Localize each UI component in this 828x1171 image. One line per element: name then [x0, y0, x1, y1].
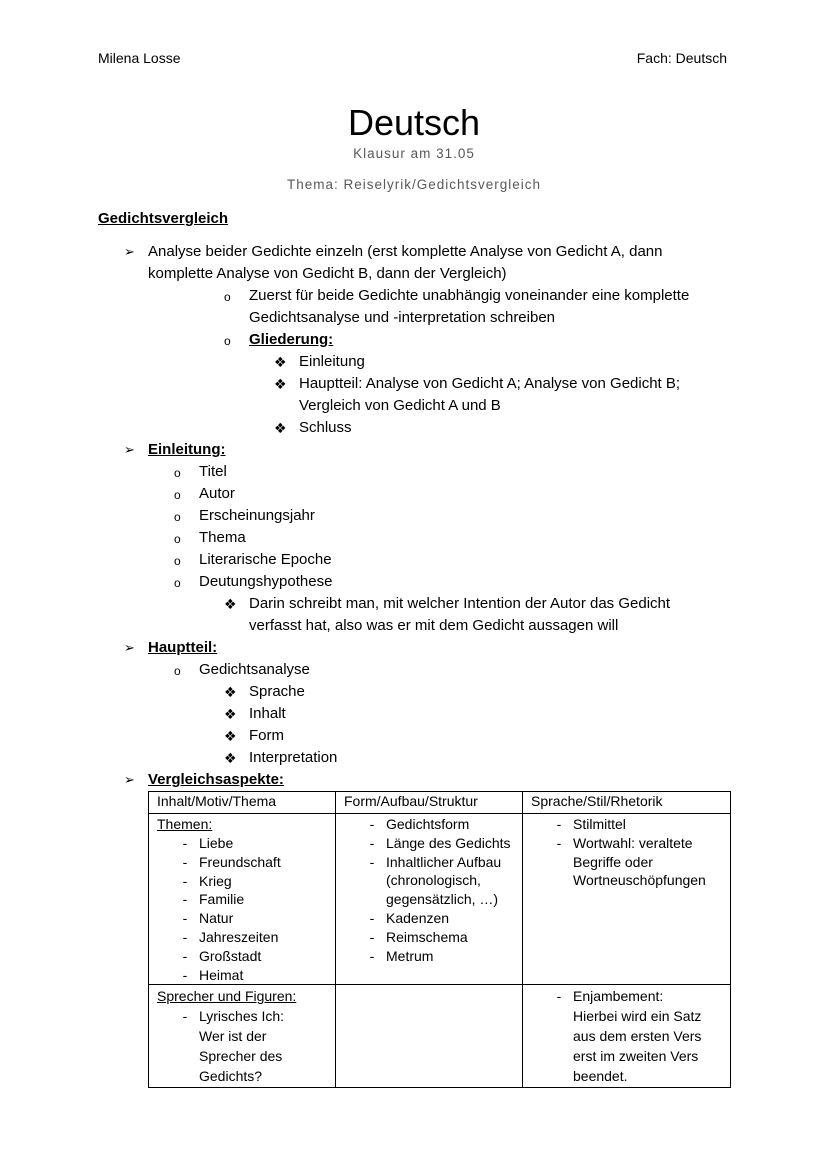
hauptteil-item: Gedichtsanalyse — [199, 661, 310, 678]
topic-line: Thema: Reiselyrik/Gedichtsvergleich — [286, 177, 542, 192]
list-item: - Kadenzen — [369, 909, 450, 926]
hauptteil-subitem: Inhalt — [249, 705, 286, 722]
themen-label: Themen: — [157, 816, 213, 832]
circle-bullet-icon: o — [224, 290, 231, 304]
table-cell — [523, 985, 731, 1088]
einleitung-note-line2: verfasst hat, also was er mit dem Gedicht aussagen will — [249, 617, 619, 634]
list-item-cont: erst im zweiten Vers — [573, 1048, 699, 1065]
gliederung-item: Hauptteil: Analyse von Gedicht A; Analyse von Gedicht B; — [299, 375, 681, 392]
table-cell — [523, 814, 731, 985]
diamond-bullet-icon: ❖ — [224, 596, 237, 612]
list-item-cont: Gedichts? — [199, 1068, 263, 1085]
einleitung-item: Erscheinungsjahr — [199, 507, 315, 524]
arrow-bullet-icon: ➢ — [124, 640, 135, 655]
header-subject: Fach: Deutsch — [636, 50, 727, 66]
list-item-cont: Wortneuschöpfungen — [573, 872, 706, 889]
table-cell-empty — [336, 985, 523, 1088]
list-item: - Natur — [182, 910, 234, 927]
header-author: Milena Losse — [98, 50, 181, 66]
table-row — [149, 814, 731, 985]
vergleich-heading: Vergleichsaspekte: — [148, 771, 284, 788]
diamond-bullet-icon: ❖ — [224, 750, 237, 766]
circle-bullet-icon: o — [174, 664, 181, 678]
hauptteil-heading: Hauptteil: — [148, 639, 218, 656]
diamond-bullet-icon: ❖ — [224, 684, 237, 700]
arrow-bullet-icon: ➢ — [124, 442, 135, 457]
gliederung-item-cont: Vergleich von Gedicht A und B — [299, 397, 501, 414]
list-item: - Inhaltlicher Aufbau — [369, 853, 502, 870]
diamond-bullet-icon: ❖ — [224, 728, 237, 744]
list-item-cont: gegensätzlich, …) — [386, 891, 499, 908]
list-item: - Liebe — [182, 835, 234, 851]
arrow-bullet-icon: ➢ — [124, 772, 135, 787]
comparison-table — [148, 791, 731, 1088]
list-item: - Wortwahl: veraltete — [556, 834, 693, 851]
list-item: - Gedichtsform — [369, 816, 470, 832]
diamond-bullet-icon: ❖ — [274, 420, 287, 436]
circle-bullet-icon: o — [174, 576, 181, 590]
diamond-bullet-icon: ❖ — [224, 706, 237, 722]
list-item: - Freundschaft — [182, 853, 281, 870]
table-header-cell: Form/Aufbau/Struktur — [336, 792, 523, 814]
list-item: - Metrum — [369, 947, 434, 964]
list-item: - Reimschema — [369, 928, 468, 945]
list-item: - Lyrisches Ich: — [182, 1008, 285, 1025]
outline-p1-sub1-line1: Zuerst für beide Gedichte unabhängig voneinander eine komplette — [249, 287, 690, 304]
gliederung-heading: Gliederung: — [249, 331, 334, 348]
hauptteil-subitem: Interpretation — [249, 749, 338, 766]
circle-bullet-icon: o — [174, 510, 181, 524]
outline-p1-line2: komplette Analyse von Gedicht B, dann der Vergleich) — [148, 265, 507, 282]
list-item: - Krieg — [182, 872, 232, 889]
list-item-cont: Wer ist der — [199, 1028, 267, 1045]
einleitung-heading: Einleitung: — [148, 441, 226, 458]
circle-bullet-icon: o — [174, 554, 181, 568]
table-cell — [149, 814, 336, 985]
list-item-cont: (chronologisch, — [386, 872, 481, 889]
table-row — [149, 985, 731, 1088]
table-header-cell: Inhalt/Motiv/Thema — [149, 792, 336, 814]
diamond-bullet-icon: ❖ — [274, 376, 287, 392]
circle-bullet-icon: o — [174, 466, 181, 480]
page-subtitle: Klausur am 31.05 — [353, 146, 475, 161]
list-item: - Enjambement: — [556, 988, 664, 1005]
list-item-cont: Hierbei wird ein Satz — [573, 1008, 702, 1025]
section-heading: Gedichtsvergleich — [98, 210, 229, 227]
list-item: - Familie — [182, 891, 245, 908]
hauptteil-subitem: Form — [249, 727, 284, 744]
table-cell — [336, 814, 523, 985]
hauptteil-subitem: Sprache — [249, 683, 305, 700]
gliederung-item: Einleitung — [299, 353, 365, 370]
table-header-row — [149, 792, 731, 814]
einleitung-item: Thema — [199, 529, 246, 546]
einleitung-item: Autor — [199, 485, 235, 502]
list-item-cont: Begriffe oder — [573, 853, 653, 870]
list-item-cont: Sprecher des — [199, 1048, 283, 1065]
sprecher-label: Sprecher und Figuren: — [157, 988, 297, 1005]
list-item: - Länge des Gedichts — [369, 834, 511, 851]
list-item: - Großstadt — [182, 947, 262, 964]
page-title: Deutsch — [347, 102, 481, 143]
circle-bullet-icon: o — [174, 532, 181, 546]
list-item: - Stilmittel — [556, 816, 626, 832]
table-header-cell: Sprache/Stil/Rhetorik — [523, 792, 731, 814]
outline-p1-sub1-line2: Gedichtsanalyse und -interpretation schreiben — [249, 309, 556, 326]
list-item-cont: beendet. — [573, 1068, 628, 1085]
diamond-bullet-icon: ❖ — [274, 354, 287, 370]
einleitung-item: Literarische Epoche — [199, 551, 332, 568]
outline-p1-line1: Analyse beider Gedichte einzeln (erst komplette Analyse von Gedicht A, dann — [148, 243, 663, 260]
einleitung-note-line1: Darin schreibt man, mit welcher Intention der Autor das Gedicht — [249, 595, 671, 612]
circle-bullet-icon: o — [224, 334, 231, 348]
list-item: - Jahreszeiten — [182, 928, 279, 945]
einleitung-item: Titel — [199, 463, 227, 480]
einleitung-item: Deutungshypothese — [199, 573, 333, 590]
gliederung-item: Schluss — [299, 419, 352, 436]
circle-bullet-icon: o — [174, 488, 181, 502]
list-item: - Heimat — [182, 966, 244, 983]
arrow-bullet-icon: ➢ — [124, 244, 135, 259]
table-cell — [149, 985, 336, 1088]
list-item-cont: aus dem ersten Vers — [573, 1028, 702, 1045]
